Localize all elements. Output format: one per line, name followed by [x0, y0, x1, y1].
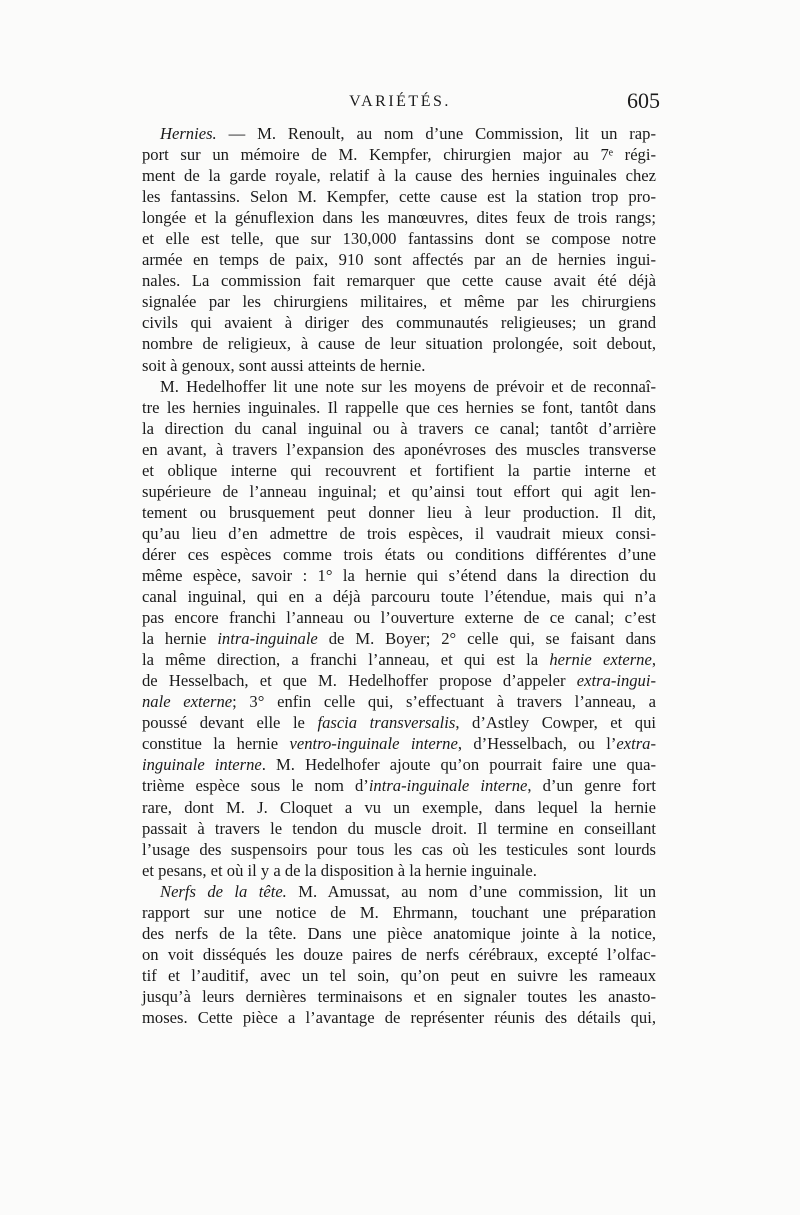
text-segment: signalée par les chirurgiens militaires, et même par les chirurgiens: [142, 292, 656, 312]
text-segment: ,: [651, 650, 656, 670]
text-segment: les fantassins. Selon M. Kempfer, cette cause est la station trop pro-: [142, 187, 656, 207]
text-line: [142, 249, 656, 270]
text-line: [142, 1007, 656, 1028]
text-segment: port sur un mémoire de M. Kempfer, chirurgien major au 7ᵉ régi-: [142, 145, 656, 165]
text-segment: longée et la génuflexion dans les manœuvres, dites feux de trois rangs;: [142, 208, 656, 228]
text-segment: ment de la garde royale, relatif à la cause des hernies inguinales chez: [142, 166, 656, 186]
text-line: [142, 481, 656, 502]
text-segment: , d’Astley Cowper, et qui: [455, 713, 656, 733]
text-segment: tement ou brusquement peut donner lieu à leur production. Il dit,: [142, 502, 656, 522]
text-segment: , d’un genre fort: [527, 776, 656, 796]
text-line: [142, 839, 656, 860]
text-segment: tif et l’auditif, avec un tel soin, qu’on peut en suivre les rameaux: [142, 965, 656, 985]
italic-text: Hernies.: [160, 124, 217, 143]
text-line: [142, 818, 656, 839]
text-segment: constitue la hernie: [142, 734, 290, 754]
running-title: VARIÉTÉS.: [349, 93, 451, 110]
text-segment: armée en temps de paix, 910 sont affectés par an de hernies ingui-: [142, 250, 656, 270]
italic-text: extra-ingui-: [576, 671, 656, 691]
page-header: [140, 75, 660, 111]
text-segment: poussé devant elle le: [142, 713, 318, 733]
text-segment: M. Amussat, au nom d’une commission, lit un: [286, 881, 657, 901]
text-segment: nales. La commission fait remarquer que cette cause avait été déjà: [142, 271, 656, 291]
text-line: [142, 460, 656, 481]
text-segment: et pesans, et où il y a de la disposition à la hernie inguinale.: [142, 860, 537, 880]
text-segment: même espèce, savoir : 1° la hernie qui s’étend dans la direction du: [142, 565, 656, 585]
text-line: [142, 649, 656, 670]
text-line: [142, 397, 656, 418]
text-line: [142, 186, 656, 207]
italic-text: intra-inguinale: [217, 629, 318, 649]
text-segment: et oblique interne qui recouvrent et fortifient la partie interne et: [142, 460, 656, 480]
text-line: [142, 207, 656, 228]
text-line: [142, 439, 656, 460]
text-line: [142, 628, 656, 649]
paragraph: [142, 123, 656, 376]
text-segment: supérieure de l’anneau inguinal; et qu’ainsi tout effort qui agit len-: [142, 481, 656, 501]
text-line: [142, 544, 656, 565]
text-segment: canal inguinal, qui en a déjà parcouru toute l’étendue, mais qui n’a: [142, 587, 656, 607]
text-line: [142, 607, 656, 628]
text-segment: trième espèce sous le nom d’: [142, 776, 369, 796]
text-segment: de Hesselbach, et que M. Hedelhoffer propose d’appeler: [142, 671, 577, 691]
italic-text: Nerfs de la tête.: [160, 881, 287, 901]
text-line: [142, 228, 656, 249]
paragraph: [142, 881, 656, 1028]
text-segment: dérer ces espèces comme trois états ou conditions différentes d’une: [142, 544, 656, 564]
text-line: [142, 376, 656, 397]
text-line: [142, 270, 656, 291]
text-line: [142, 502, 656, 523]
text-line: [142, 902, 656, 923]
text-line: [142, 691, 656, 712]
italic-text: inguinale interne: [142, 755, 262, 775]
text-line: [142, 944, 656, 965]
text-segment: , d’Hesselbach, ou l’: [457, 734, 617, 754]
text-line: [142, 586, 656, 607]
text-line: [142, 860, 656, 881]
text-line: [142, 775, 656, 796]
text-line: [142, 291, 656, 312]
text-segment: passait à travers le tendon du muscle droit. Il termine en conseillant: [142, 818, 656, 838]
text-segment: moses. Cette pièce a l’avantage de représenter réunis des détails qui,: [142, 1007, 656, 1027]
body-text: [142, 123, 656, 1028]
text-segment: qu’au lieu d’en admettre de trois espèces, il vaudrait mieux consi-: [142, 523, 656, 543]
text-segment: en avant, à travers l’expansion des aponévroses des muscles transverse: [142, 439, 656, 459]
italic-text: intra-inguinale interne: [368, 776, 528, 796]
text-line: [142, 712, 656, 733]
text-line: [142, 986, 656, 1007]
text-line: [142, 923, 656, 944]
text-line: [142, 881, 656, 902]
text-segment: et elle est telle, que sur 130,000 fantassins dont se compose notre: [142, 229, 656, 249]
text-line: [142, 733, 656, 754]
italic-text: hernie externe: [549, 650, 652, 670]
text-segment: rare, dont M. J. Cloquet a vu un exemple, dans lequel la hernie: [142, 797, 656, 817]
text-line: [142, 123, 656, 144]
text-line: [142, 165, 656, 186]
text-segment: la même direction, a franchi l’anneau, et qui est la: [142, 650, 550, 670]
text-line: [142, 754, 656, 775]
text-segment: rapport sur une notice de M. Ehrmann, touchant une préparation: [142, 902, 656, 922]
text-segment: pas encore franchi l’anneau ou l’ouverture externe de ce canal; c’est: [142, 608, 656, 628]
text-segment: la direction du canal inguinal ou à travers ce canal; tantôt d’arrière: [142, 418, 656, 438]
italic-text: ventro-inguinale interne: [289, 734, 458, 754]
text-segment: tre les hernies inguinales. Il rappelle que ces hernies se font, tantôt dans: [142, 397, 656, 417]
paragraph: [142, 376, 656, 881]
italic-text: extra-: [616, 734, 656, 754]
text-segment: soit à genoux, sont aussi atteints de hernie.: [142, 355, 426, 375]
text-segment: l’usage des suspensoirs pour tous les cas où les testicules sont lourds: [142, 839, 656, 859]
page-number: 605: [627, 88, 660, 113]
text-line: [142, 418, 656, 439]
text-segment: nombre de religieux, à cause de leur situation prolongée, soit debout,: [142, 334, 656, 354]
text-segment: M. Hedelhoffer lit une note sur les moyens de prévoir et de reconnaî-: [160, 376, 656, 396]
text-line: [142, 312, 656, 333]
text-line: [142, 144, 656, 165]
text-segment: ; 3° enfin celle qui, s’effectuant à travers l’anneau, a: [232, 692, 656, 712]
text-line: [142, 670, 656, 691]
text-segment: on voit disséqués les douze paires de nerfs cérébraux, excepté l’olfac-: [142, 944, 656, 964]
text-line: [142, 355, 656, 376]
text-line: [142, 333, 656, 354]
text-segment: . M. Hedelhofer ajoute qu’on pourrait faire une qua-: [261, 755, 656, 775]
italic-text: fascia transversalis: [317, 713, 456, 733]
text-segment: des nerfs de la tête. Dans une pièce anatomique jointe à la notice,: [142, 923, 656, 943]
text-line: [142, 523, 656, 544]
italic-text: nale externe: [142, 692, 233, 712]
text-segment: jusqu’à leurs dernières terminaisons et en signaler toutes les anasto-: [142, 986, 656, 1006]
text-segment: — M. Renoult, au nom d’une Commission, lit un rap-: [216, 124, 656, 143]
text-segment: civils qui avaient à diriger des communautés religieuses; un grand: [142, 313, 656, 333]
text-segment: la hernie: [142, 629, 218, 649]
text-line: [142, 965, 656, 986]
text-segment: de M. Boyer; 2° celle qui, se faisant dans: [317, 629, 657, 649]
text-line: [142, 565, 656, 586]
text-line: [142, 797, 656, 818]
